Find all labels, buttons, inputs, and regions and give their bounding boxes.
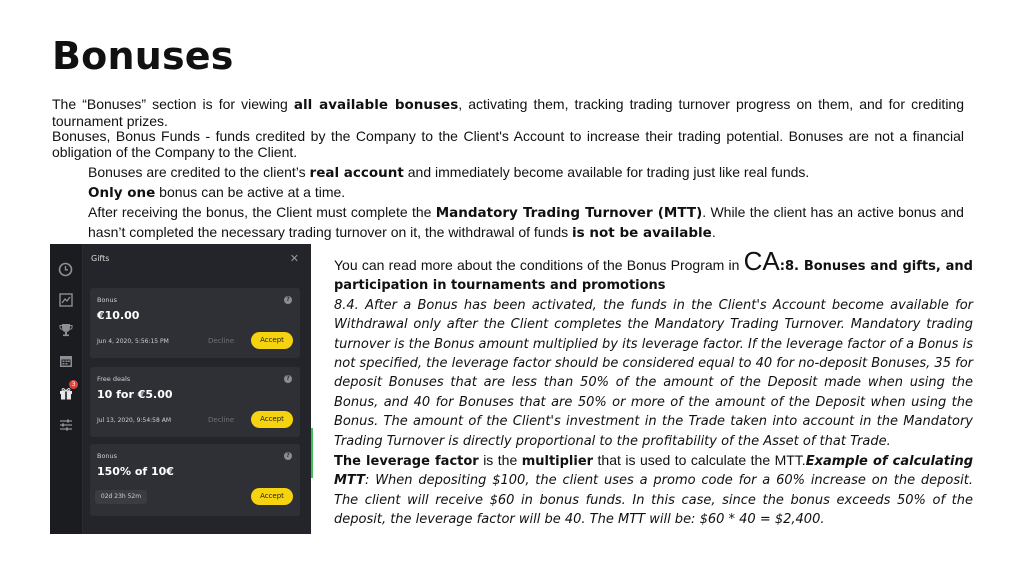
gift-card-free-deals <box>90 367 300 437</box>
card-amount: €10.00 <box>97 309 140 322</box>
gift-card-bonus-percent <box>90 444 300 516</box>
gift-icon[interactable] <box>57 381 76 401</box>
card-type-label: Bonus <box>97 296 118 304</box>
calendar-icon[interactable] <box>57 352 74 369</box>
card-amount: 150% of 10€ <box>97 465 174 478</box>
trophy-icon[interactable] <box>57 321 74 338</box>
bullet-real-account: Bonuses are credited to the client’s real account and immediately become available for trading just like real funds. <box>88 164 810 181</box>
bullet-one-bonus: Only one bonus can be active at a time. <box>88 184 346 201</box>
sliders-icon[interactable] <box>57 416 74 433</box>
help-icon[interactable]: ? <box>284 452 292 460</box>
countdown-timer: 02d 23h 52m <box>95 490 147 504</box>
card-date: Jul 13, 2020, 9:54:58 AM <box>97 417 171 424</box>
page-title: Bonuses <box>52 34 234 78</box>
conditions-reference: You can read more about the conditions of the Bonus Program in CA:8. Bonuses and gifts, and participation in tournaments and promotions <box>334 246 973 294</box>
help-icon[interactable]: ? <box>284 296 292 304</box>
intro-paragraph-2: Bonuses, Bonus Funds - funds credited by the Company to the Client's Account to increase their trading potential. Bonuses are not a financial obligation of the Company to the Client. <box>52 128 964 160</box>
intro-paragraph-1: The “Bonuses” section is for viewing all available bonuses, activating them, tracking trading turnover progress on them, and for crediting tournament prizes. <box>52 96 964 129</box>
help-icon[interactable]: ? <box>284 375 292 383</box>
intro-text <box>52 97 964 160</box>
leverage-explanation: The leverage factor is the multiplier that is used to calculate the MTT.Example of calculating MTT: When depositing $100, the client uses a promo code for a 60% increase on the deposit. The client will receive $60 in bonus funds. In this case, since the bonus exceeds 50% of the deposit, the leverage factor will be 40. The MTT will be: $60 * 40 = $2,400. <box>334 452 974 528</box>
gifts-app-screenshot <box>50 244 311 534</box>
accept-button[interactable]: Accept <box>251 332 293 349</box>
notification-badge: 3 <box>69 380 78 389</box>
gift-card-bonus <box>90 288 300 358</box>
card-type-label: Free deals <box>97 375 131 383</box>
accept-button[interactable]: Accept <box>251 411 293 428</box>
card-amount: 10 for €5.00 <box>97 388 173 401</box>
clock-icon[interactable] <box>57 261 74 278</box>
clause-8-4: 8.4. After a Bonus has been activated, the funds in the Client's Account become available for Withdrawal only after the Client completes the Mandatory Trading Turnover. Mandatory trading turnover is the Bonus amount multiplied by its leverage factor. If the leverage factor of a Bonus is not specified, the leverage factor should be considered equal to 40 for no-deposit Bonuses, 35 for deposit Bonuses that are less than 50% of the amount of the Deposit made when using the Bonus, and 40 for Bonuses that are 50% or more of the amount of the Deposit when using the Bonus. The amount of the Client's investment in the Trade taken into account in the Mandatory Trading Turnover is directly proportional to the profitability of the Asset of that Trade. <box>334 297 973 449</box>
decline-button[interactable]: Decline <box>208 416 235 424</box>
app-sidebar <box>50 244 83 534</box>
card-type-label: Bonus <box>97 452 118 460</box>
scroll-indicator <box>311 428 313 478</box>
bonus-program-details <box>334 246 974 530</box>
accept-button[interactable]: Accept <box>251 488 293 505</box>
card-date: Jun 4, 2020, 5:56:15 PM <box>97 338 169 345</box>
chart-icon[interactable] <box>57 291 74 308</box>
close-icon[interactable]: ✕ <box>289 252 299 265</box>
decline-button[interactable]: Decline <box>208 337 235 345</box>
bullet-mtt: After receiving the bonus, the Client must complete the Mandatory Trading Turnover (MTT). While the client has an active bonus and hasn’t completed the necessary trading turnover on it, the withdrawal of funds is not be available. <box>88 204 964 241</box>
gifts-panel <box>83 244 311 534</box>
gifts-panel-title: Gifts <box>91 254 110 263</box>
